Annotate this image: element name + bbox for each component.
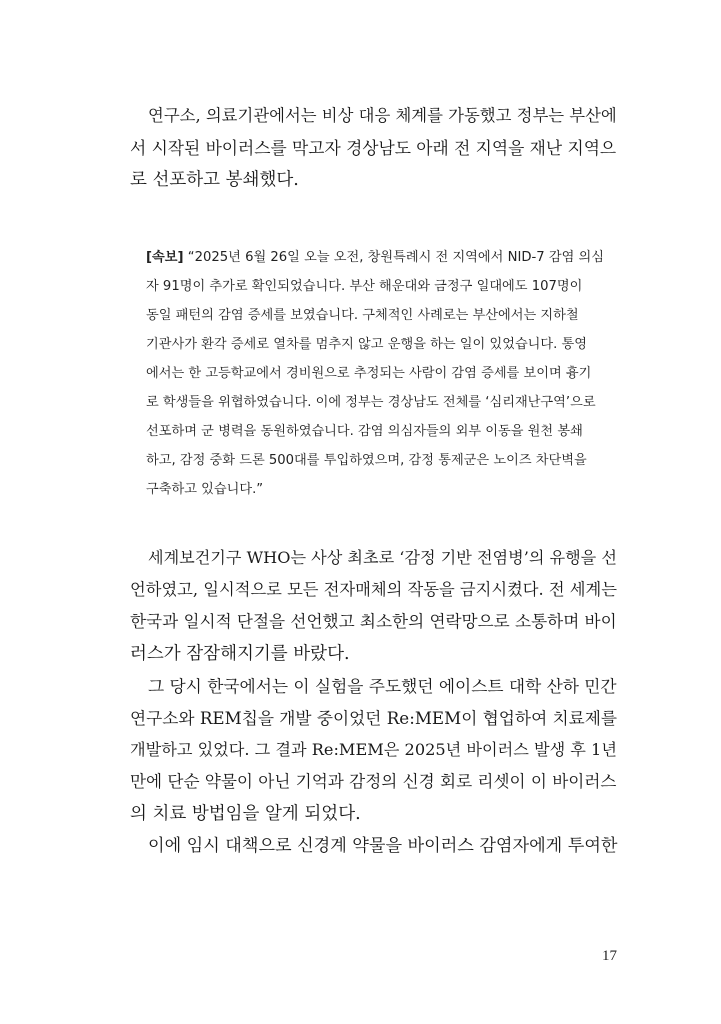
text-line: 서 시작된 바이러스를 막고자 경상남도 아래 전 지역을 재난 지역으	[130, 138, 617, 158]
text-line: 연구소와 REM칩을 개발 중이었던 Re:MEM이 협업하여 치료제를	[130, 708, 618, 728]
text-line: 만에 단순 약물이 아닌 기억과 감정의 신경 회로 리셋이 이 바이러스	[130, 772, 617, 791]
quote-line: 자 91명이 추가로 확인되었습니다. 부산 해운대와 금정구 일대에도 107명이	[146, 279, 583, 294]
text-line: 개발하고 있었다. 그 결과 Re:MEM은 2025년 바이러스 발생 후 1년	[130, 740, 617, 759]
paragraph-1	[130, 100, 622, 196]
text-line: 그 당시 한국에서는 이 실험을 주도했던 에이스트 대학 산하 민간	[148, 676, 617, 696]
quote-line: 선포하며 군 병력을 동원하였습니다. 감염 의심자들의 외부 이동을 원천 봉쇄	[146, 424, 583, 439]
quote-line	[146, 243, 616, 272]
quote-line: 로 학생들을 위협하였습니다. 이에 정부는 경상남도 전체를 ‘심리재난구역’으로	[146, 395, 596, 410]
page-number: 17	[602, 948, 617, 964]
text-line: 언하였고, 일시적으로 모든 전자매체의 작동을 금지시켰다. 전 세계는	[130, 580, 617, 599]
text-line: 한국과 일시적 단절을 선언했고 최소한의 연락망으로 소통하며 바이	[130, 612, 617, 631]
paragraph-4	[130, 830, 622, 862]
text-line: 러스가 잠잠해지기를 바랐다.	[130, 644, 350, 664]
quote-line: 하고, 감정 중화 드론 500대를 투입하였으며, 감정 통제군은 노이즈 차단벽을	[146, 453, 587, 468]
news-quote	[146, 243, 616, 504]
text-line: 이에 임시 대책으로 신경계 약물을 바이러스 감염자에게 투여한	[148, 836, 618, 856]
breaking-news-tag: [속보]	[146, 250, 184, 265]
quote-line: 동일 패턴의 감염 증세를 보였습니다. 구체적인 사례로는 부산에서는 지하철	[146, 308, 579, 323]
quote-line: 구축하고 있습니다.”	[146, 482, 264, 497]
text-line: 연구소, 의료기관에서는 비상 대응 체계를 가동했고 정부는 부산에	[148, 106, 617, 125]
quote-line: 에서는 한 고등학교에서 경비원으로 추정되는 사람이 감염 증세를 보이며 흉기	[146, 366, 592, 381]
quote-text: “2025년 6월 26일 오늘 오전, 창원특례시 전 지역에서 NID-7 감염 의심	[183, 250, 604, 265]
quote-line: 기관사가 환각 증세로 열차를 멈추지 않고 운행을 하는 일이 있었습니다. 통영	[146, 337, 588, 352]
paragraph-3	[130, 670, 622, 830]
text-line: 의 치료 방법임을 알게 되었다.	[130, 804, 361, 824]
text-line: 세계보건기구 WHO는 사상 최초로 ‘감정 기반 전염병’의 유행을 선	[148, 548, 617, 567]
text-line: 로 선포하고 봉쇄했다.	[130, 170, 299, 190]
paragraph-2	[130, 542, 622, 670]
